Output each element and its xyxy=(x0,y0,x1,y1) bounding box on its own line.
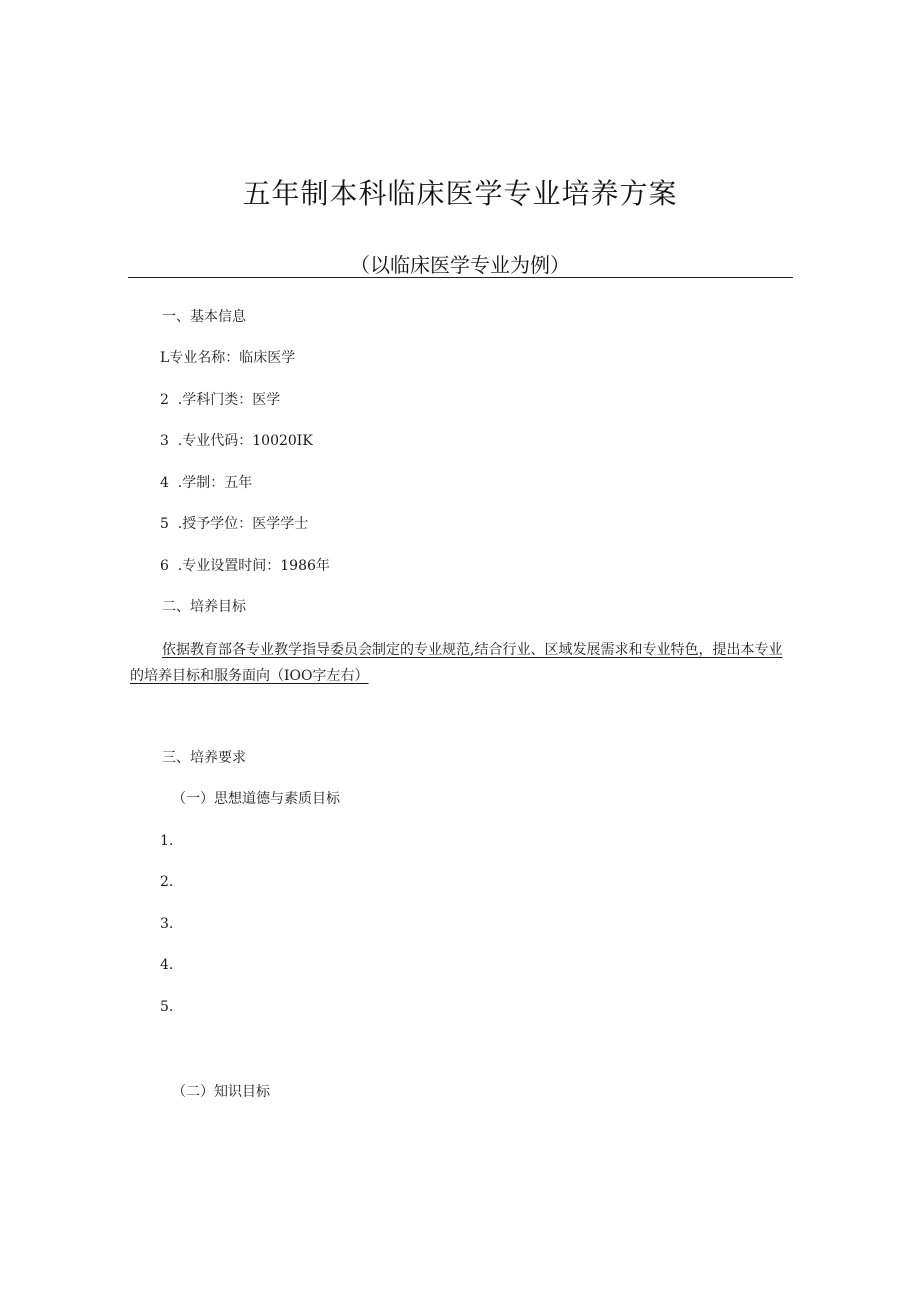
goals-paragraph-text: 依据教育部各专业教学指导委员会制定的专业规范,结合行业、区域发展需求和专业特色，提出本专业的培养目标和服务面向（IOO字左右） xyxy=(130,642,783,684)
basic-info-item: 4 .学制：五年 xyxy=(160,475,253,491)
moral-item: 2. xyxy=(160,874,174,890)
title-divider xyxy=(128,277,793,278)
basic-info-item: 2 .学科门类：医学 xyxy=(160,392,281,408)
section-heading-goals: 二、培养目标 xyxy=(162,599,246,615)
basic-info-item: 6 .专业设置时间：1986年 xyxy=(160,558,330,574)
basic-info-item: 5 .授予学位：医学学士 xyxy=(160,516,309,532)
basic-info-item: 3 .专业代码：10020IK xyxy=(160,433,313,449)
moral-item: 1. xyxy=(160,833,174,849)
section-heading-basic-info: 一、基本信息 xyxy=(162,309,246,325)
section-heading-requirements: 三、培养要求 xyxy=(162,750,246,766)
subsection-heading-moral: （一）思想道德与素质目标 xyxy=(172,791,340,807)
document-subtitle: （以临床医学专业为例） xyxy=(350,253,570,277)
document-title: 五年制本科临床医学专业培养方案 xyxy=(242,177,678,210)
moral-item: 5. xyxy=(160,999,174,1015)
subsection-heading-knowledge: （二）知识目标 xyxy=(172,1084,270,1100)
goals-paragraph xyxy=(130,637,792,689)
moral-item: 4. xyxy=(160,957,174,973)
basic-info-item: L专业名称：临床医学 xyxy=(160,350,296,366)
moral-item: 3. xyxy=(160,916,174,932)
